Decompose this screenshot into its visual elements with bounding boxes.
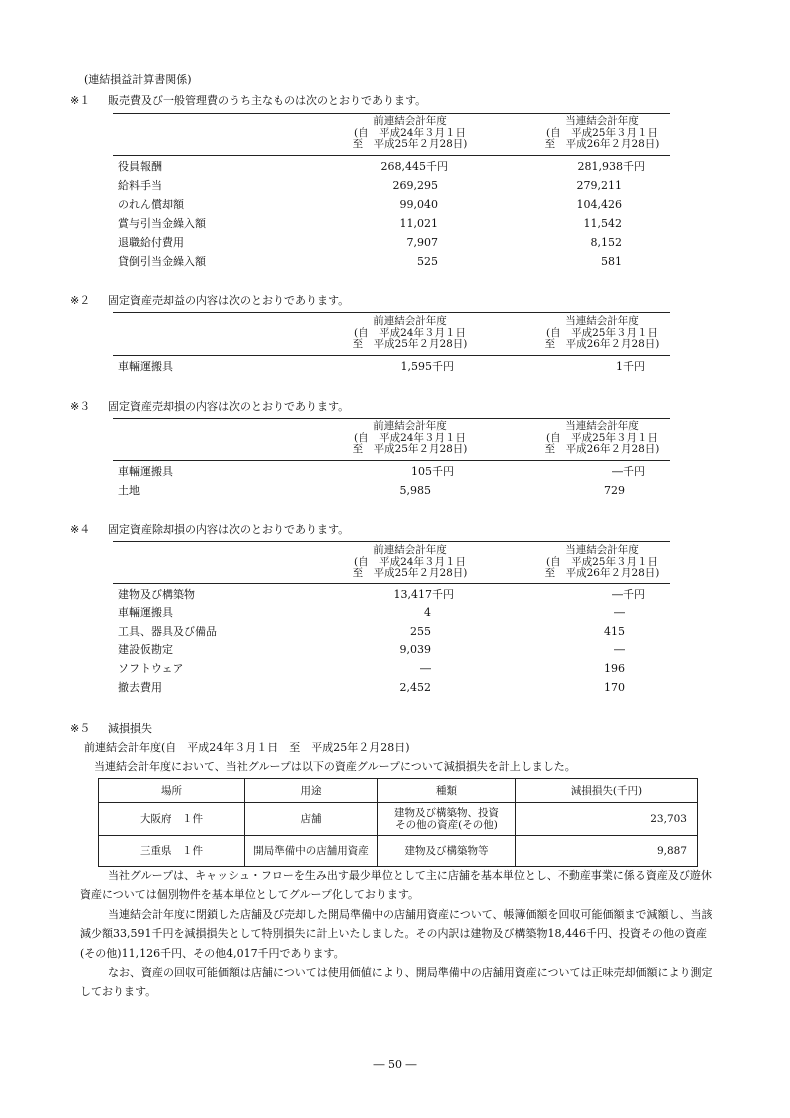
curr-value: ―千円 (612, 465, 645, 478)
prev-value: 4 (424, 606, 431, 619)
table-rule (113, 460, 670, 461)
note-mark: ※４ (70, 523, 91, 536)
row-label: 建物及び構築物 (118, 588, 195, 601)
row-label: 給料手当 (118, 179, 162, 192)
place-cell: 大阪府 １件 (99, 803, 245, 836)
curr-value: 11,542 (583, 217, 622, 230)
curr-value: 415 (604, 625, 625, 638)
prev-period-header: 前連結会計年度 (自 平成24年３月１日 至 平成25年２月28日) (352, 115, 468, 150)
curr-period-header: 当連結会計年度 (自 平成25年３月１日 至 平成26年２月28日) (544, 315, 660, 350)
prev-value: 13,417千円 (393, 588, 454, 601)
prev-value: 5,985 (399, 484, 431, 497)
table-header-row (99, 779, 698, 803)
row-label: 工具、器具及び備品 (118, 625, 217, 638)
page-number: ― 50 ― (373, 1058, 417, 1071)
prev-period-header: 前連結会計年度 (自 平成24年３月１日 至 平成25年２月28日) (352, 544, 468, 579)
row-label: 建設仮勘定 (118, 643, 173, 656)
curr-value: 729 (604, 484, 625, 497)
prev-value: 269,295 (392, 179, 438, 192)
use-cell: 開局準備中の店舗用資産 (245, 836, 378, 867)
curr-value: ― (614, 643, 625, 656)
table-rule (113, 583, 670, 584)
loss-cell: 9,887 (516, 836, 698, 867)
prev-period-header: 前連結会計年度 (自 平成24年３月１日 至 平成25年２月28日) (352, 315, 468, 350)
curr-value: 196 (604, 662, 625, 675)
prev-value: 268,445千円 (380, 160, 448, 173)
table-row (99, 803, 698, 836)
row-label: 車輛運搬具 (118, 360, 173, 373)
row-label: 土地 (118, 484, 140, 497)
prev-value: 99,040 (399, 198, 438, 211)
table-rule (113, 541, 670, 542)
row-label: 車輛運搬具 (118, 606, 173, 619)
table-rule (113, 312, 670, 313)
note-mark: ※２ (70, 294, 91, 307)
loss-cell: 23,703 (516, 803, 698, 836)
row-label: 退職給付費用 (118, 236, 184, 249)
table-rule (113, 355, 670, 356)
note-title: 減損損失 (108, 722, 152, 735)
row-label: のれん償却額 (118, 198, 184, 211)
curr-value: 279,211 (576, 179, 622, 192)
curr-value: 8,152 (590, 236, 622, 249)
impairment-intro: 当連結会計年度において、当社グループは以下の資産グループについて減損損失を計上しました。 (94, 760, 576, 773)
prev-period-header: 前連結会計年度 (自 平成24年３月１日 至 平成25年２月28日) (352, 420, 468, 455)
row-label: 賞与引当金繰入額 (118, 217, 206, 230)
curr-value: 281,938千円 (577, 160, 645, 173)
curr-value: 1千円 (616, 360, 645, 373)
period-label: 前連結会計年度(自 平成24年３月１日 至 平成25年２月28日) (84, 741, 410, 754)
header-use: 用途 (245, 779, 378, 803)
prev-value: 525 (417, 255, 438, 268)
note-mark: ※１ (70, 94, 91, 107)
row-label: 役員報酬 (118, 160, 162, 173)
prev-value: ― (420, 662, 431, 675)
note-mark: ※３ (70, 400, 91, 413)
prev-value: 7,907 (406, 236, 438, 249)
table-rule (113, 113, 670, 114)
kind-cell: 建物及び構築物等 (378, 836, 516, 867)
impairment-paragraph-3: なお、資産の回収可能価額は店舗については使用価値により、開局準備中の店舗用資産については正味売却価額により測定しております。 (80, 966, 713, 999)
curr-period-header: 当連結会計年度 (自 平成25年３月１日 至 平成26年２月28日) (544, 544, 660, 579)
header-place: 場所 (99, 779, 245, 803)
prev-value: 9,039 (399, 643, 431, 656)
table-rule (113, 155, 670, 156)
kind-cell: 建物及び構築物、投資 その他の資産(その他) (378, 803, 516, 836)
note-title: 販売費及び一般管理費のうち主なものは次のとおりであります。 (108, 94, 427, 107)
row-label: 車輛運搬具 (118, 465, 173, 478)
section-heading: (連結損益計算書関係) (84, 73, 192, 86)
note-title: 固定資産除却損の内容は次のとおりであります。 (108, 523, 350, 536)
curr-value: 104,426 (576, 198, 622, 211)
row-label: 貸倒引当金繰入額 (118, 255, 206, 268)
impairment-paragraph-1: 当社グループは、キャッシュ・フローを生み出す最少単位として主に店舗を基本単位とし、不動産事業に係る資産及び遊休資産については個別物件を基本単位としてグループ化しております。 (80, 869, 712, 902)
header-loss: 減損損失(千円) (516, 779, 698, 803)
curr-value: ― (614, 606, 625, 619)
note-mark: ※５ (70, 722, 91, 735)
note-title: 固定資産売却益の内容は次のとおりであります。 (108, 294, 350, 307)
header-kind: 種類 (378, 779, 516, 803)
impairment-paragraph-2: 当連結会計年度に閉鎖した店舗及び売却した開局準備中の店舗用資産について、帳簿価額を回収可能価額まで減額し、当該減少額33,591千円を減損損失として特別損失に計上いたしました。その内訳は建物及び構築物18,446千円、投資その他の資産(その他)11,126千円、その他4,017千円であります。 (80, 908, 713, 960)
prev-value: 255 (410, 625, 431, 638)
curr-period-header: 当連結会計年度 (自 平成25年３月１日 至 平成26年２月28日) (544, 115, 660, 150)
curr-value: ―千円 (612, 588, 645, 601)
prev-value: 105千円 (411, 465, 454, 478)
prev-value: 2,452 (399, 681, 431, 694)
curr-period-header: 当連結会計年度 (自 平成25年３月１日 至 平成26年２月28日) (544, 420, 660, 455)
row-label: 撤去費用 (118, 681, 162, 694)
table-row (99, 836, 698, 867)
curr-value: 581 (601, 255, 622, 268)
impairment-table (98, 778, 698, 867)
note-title: 固定資産売却損の内容は次のとおりであります。 (108, 400, 350, 413)
curr-value: 170 (604, 681, 625, 694)
prev-value: 1,595千円 (400, 360, 454, 373)
use-cell: 店舗 (245, 803, 378, 836)
place-cell: 三重県 １件 (99, 836, 245, 867)
table-rule (113, 418, 670, 419)
prev-value: 11,021 (399, 217, 438, 230)
row-label: ソフトウェア (118, 662, 184, 675)
